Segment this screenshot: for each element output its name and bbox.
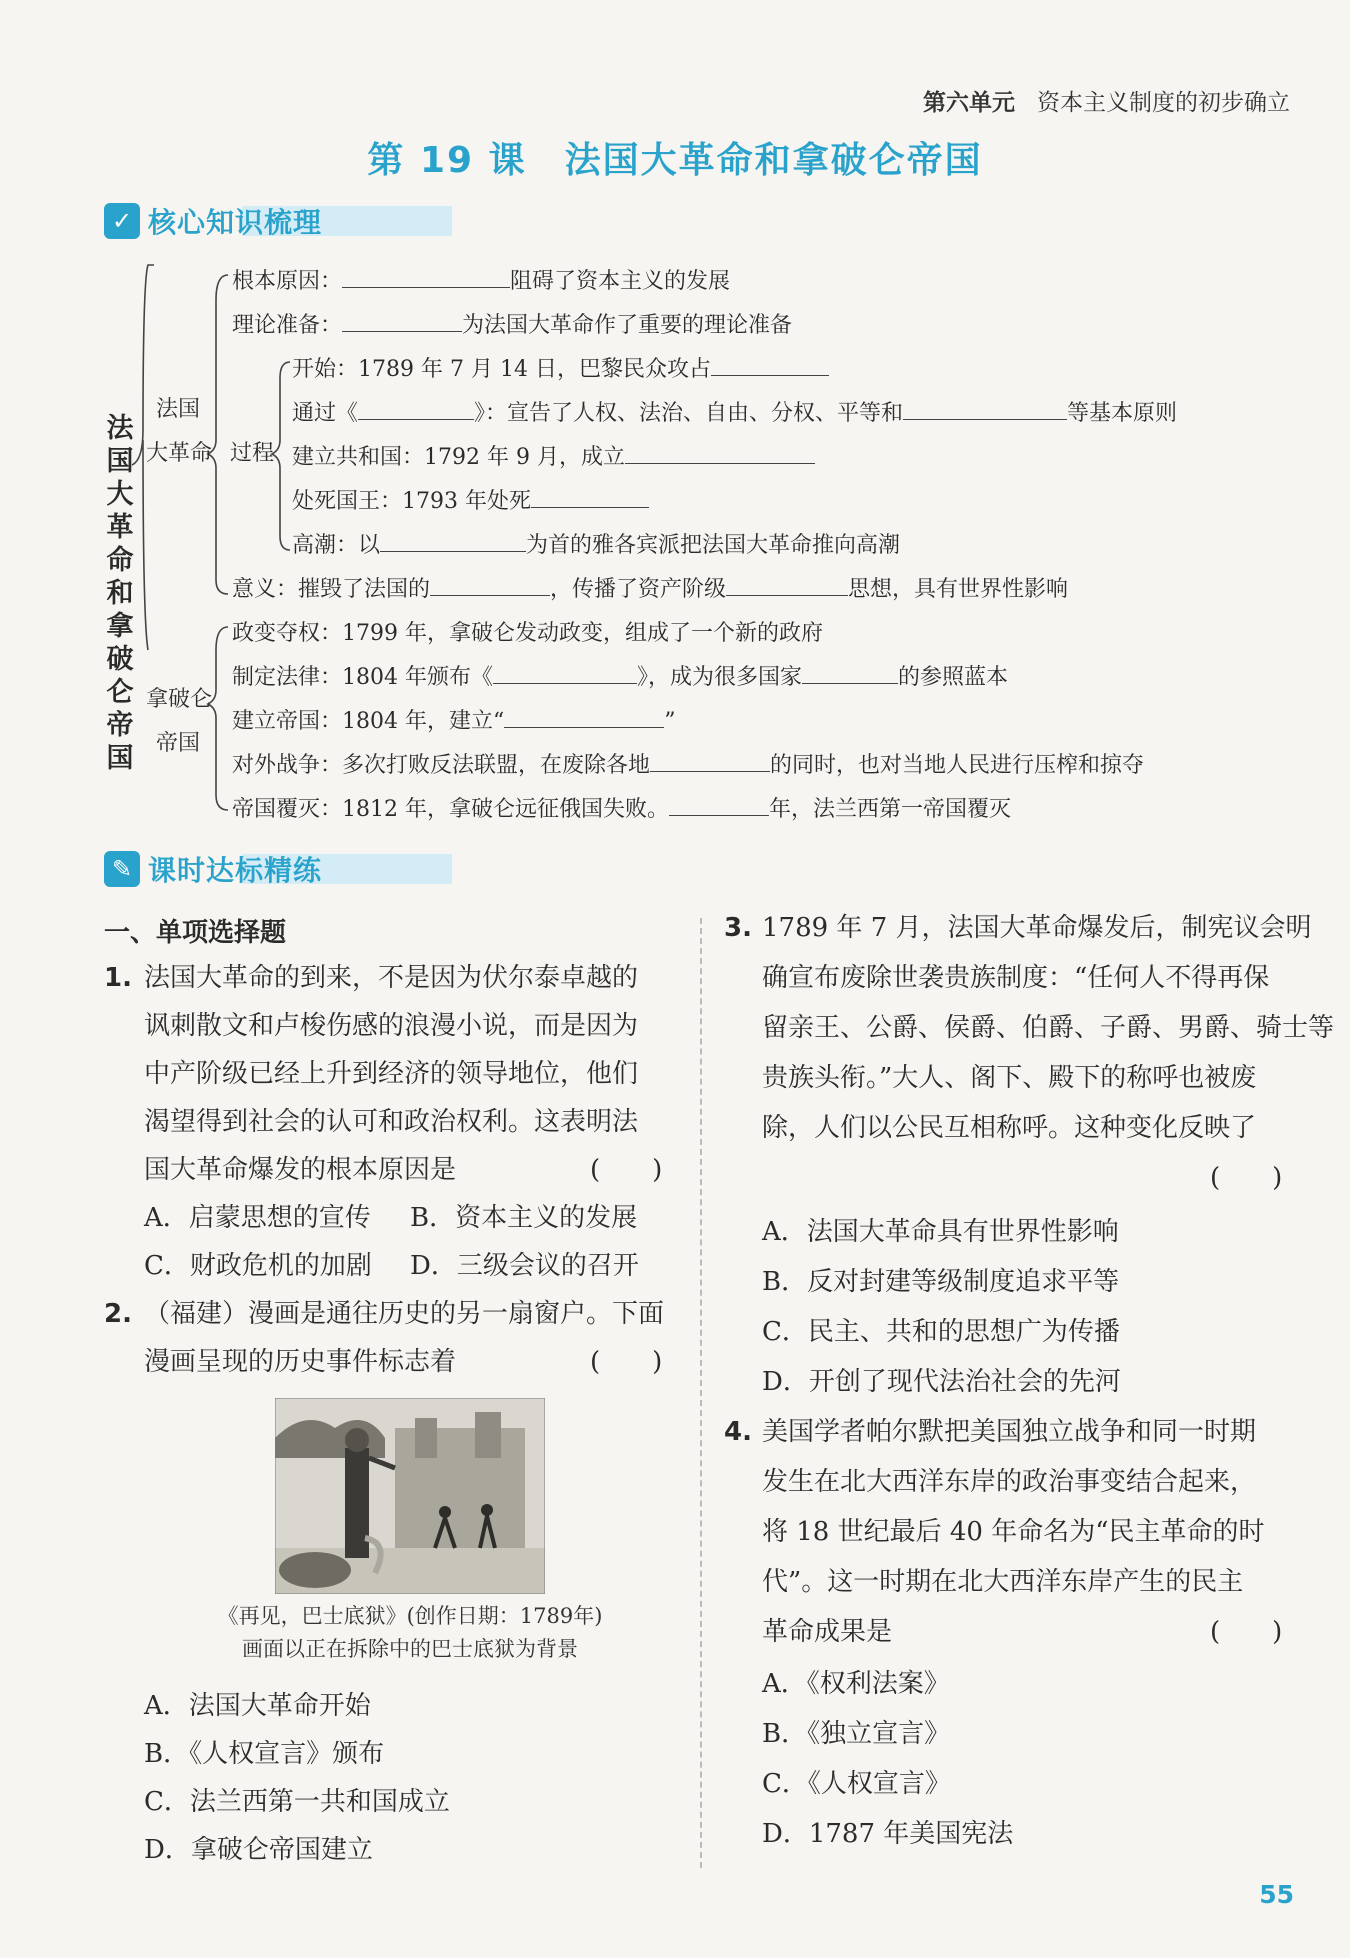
q4-line: 革命成果是 bbox=[762, 1617, 893, 1647]
q1-line: 国大革命爆发的根本原因是 bbox=[144, 1155, 457, 1185]
column-divider bbox=[700, 918, 702, 1868]
mm-fall: 帝国覆灭：1812 年，拿破仑远征俄国失败。 年，法兰西第一帝国覆灭 bbox=[232, 797, 1011, 822]
q4-option-c[interactable]: C．《人权宣言》 bbox=[762, 1769, 951, 1799]
q2-option-b[interactable]: B．《人权宣言》颁布 bbox=[144, 1739, 385, 1769]
q2-option-c[interactable]: C．法兰西第一共和国成立 bbox=[144, 1787, 450, 1817]
mm-climax: 高潮：以 为首的雅各宾派把法国大革命推向高潮 bbox=[292, 533, 901, 558]
q2-option-a[interactable]: A．法国大革命开始 bbox=[144, 1691, 371, 1721]
q4-option-d[interactable]: D．1787 年美国宪法 bbox=[762, 1819, 1014, 1849]
mm-significance: 意义：摧毁了法国的 ，传播了资产阶级 思想，具有世界性影响 bbox=[232, 577, 1069, 602]
answer-blank[interactable] bbox=[358, 399, 474, 420]
q1-answer-paren[interactable]: ( ) bbox=[590, 1155, 663, 1185]
q4-line: 将 18 世纪最后 40 年命名为“民主革命的时 bbox=[762, 1517, 1265, 1547]
lesson-title: 第 19 课 法国大革命和拿破仑帝国 bbox=[367, 140, 983, 181]
mm-wars: 对外战争：多次打败反法联盟，在废除各地 的同时，也对当地人民进行压榨和掠夺 bbox=[232, 753, 1145, 778]
q2-caption-2: 画面以正在拆除中的巴士底狱为背景 bbox=[242, 1637, 578, 1661]
checkmark-icon: ✓ bbox=[104, 203, 140, 239]
branch-process: 过程 bbox=[230, 441, 275, 466]
q1-option-b[interactable]: B．资本主义的发展 bbox=[410, 1203, 638, 1233]
mm-declaration: 通过《 》：宣告了人权、法治、自由、分权、平等和 等基本原则 bbox=[292, 401, 1178, 426]
q1-number: 1. bbox=[104, 963, 132, 993]
answer-blank[interactable] bbox=[342, 311, 462, 332]
q3-option-a[interactable]: A．法国大革命具有世界性影响 bbox=[762, 1217, 1119, 1247]
mm-republic: 建立共和国：1792 年 9 月，成立 bbox=[292, 440, 815, 471]
q2-line: （福建）漫画是通往历史的另一扇窗户。下面 bbox=[144, 1299, 665, 1329]
q1-option-d[interactable]: D．三级会议的召开 bbox=[410, 1251, 639, 1281]
part-title: 一、单项选择题 bbox=[104, 918, 287, 948]
q3-line: 除，人们以公民互相称呼。这种变化反映了 bbox=[762, 1113, 1257, 1143]
answer-blank[interactable] bbox=[531, 487, 649, 508]
answer-blank[interactable] bbox=[342, 267, 510, 288]
q3-line: 贵族头衔。”大人、阁下、殿下的称呼也被废 bbox=[762, 1063, 1257, 1093]
q1-option-c[interactable]: C．财政危机的加剧 bbox=[144, 1251, 372, 1281]
section-practice-label: 课时达标精练 bbox=[148, 854, 323, 887]
answer-blank[interactable] bbox=[903, 399, 1067, 420]
q1-line: 法国大革命的到来，不是因为伏尔泰卓越的 bbox=[144, 963, 639, 993]
q3-line: 1789 年 7 月，法国大革命爆发后，制宪议会明 bbox=[762, 913, 1312, 943]
answer-blank[interactable] bbox=[504, 707, 664, 728]
mm-theory: 理论准备： 为法国大革命作了重要的理论准备 bbox=[232, 313, 793, 338]
answer-blank[interactable] bbox=[650, 751, 770, 772]
q2-option-d[interactable]: D．拿破仑帝国建立 bbox=[144, 1835, 373, 1865]
q4-line: 美国学者帕尔默把美国独立战争和同一时期 bbox=[762, 1417, 1257, 1447]
q1-line: 渴望得到社会的认可和政治权利。这表明法 bbox=[144, 1107, 639, 1137]
q3-answer-paren[interactable]: ( ) bbox=[1210, 1163, 1283, 1193]
bastille-cartoon-image bbox=[275, 1398, 545, 1594]
unit-title: 资本主义制度的初步确立 bbox=[1037, 90, 1290, 116]
q4-option-a[interactable]: A．《权利法案》 bbox=[762, 1669, 950, 1699]
q3-option-c[interactable]: C．民主、共和的思想广为传播 bbox=[762, 1317, 1120, 1347]
branch-empire-2: 帝国 bbox=[156, 731, 201, 756]
q4-number: 4. bbox=[724, 1417, 752, 1447]
q3-line: 留亲王、公爵、侯爵、伯爵、子爵、男爵、骑士等 bbox=[762, 1013, 1335, 1043]
answer-blank[interactable] bbox=[430, 575, 550, 596]
mindmap-main-title: 法国大革命和拿破仑帝国 bbox=[106, 413, 134, 774]
q2-number: 2. bbox=[104, 1299, 132, 1329]
branch-empire-1: 拿破仑 bbox=[146, 687, 213, 712]
answer-blank[interactable] bbox=[625, 443, 815, 464]
answer-blank[interactable] bbox=[726, 575, 848, 596]
q4-line: 代”。这一时期在北大西洋东岸产生的民主 bbox=[762, 1567, 1244, 1597]
page-number: 55 bbox=[1259, 1880, 1294, 1909]
answer-blank[interactable] bbox=[802, 663, 898, 684]
pencil-icon: ✎ bbox=[104, 851, 140, 887]
q2-caption-1: 《再见，巴士底狱》(创作日期：1789年) bbox=[217, 1604, 603, 1628]
q3-option-d[interactable]: D．开创了现代法治社会的先河 bbox=[762, 1367, 1121, 1397]
q1-line: 讽刺散文和卢梭伤感的浪漫小说，而是因为 bbox=[144, 1011, 639, 1041]
q3-line: 确宣布废除世袭贵族制度：“任何人不得再保 bbox=[762, 963, 1270, 993]
q4-option-b[interactable]: B．《独立宣言》 bbox=[762, 1719, 951, 1749]
q1-option-a[interactable]: A．启蒙思想的宣传 bbox=[144, 1203, 371, 1233]
mm-root-cause: 根本原因： 阻碍了资本主义的发展 bbox=[232, 269, 731, 294]
q1-line: 中产阶级已经上升到经济的领导地位，他们 bbox=[144, 1059, 639, 1089]
unit-number: 第六单元 bbox=[923, 90, 1015, 116]
mm-start: 开始：1789 年 7 月 14 日，巴黎民众攻占 bbox=[292, 352, 829, 383]
q4-line: 发生在北大西洋东岸的政治事变结合起来， bbox=[762, 1467, 1257, 1497]
q4-answer-paren[interactable]: ( ) bbox=[1210, 1617, 1283, 1647]
answer-blank[interactable] bbox=[669, 795, 769, 816]
branch-revolution-2: 大革命 bbox=[146, 441, 213, 466]
q3-option-b[interactable]: B．反对封建等级制度追求平等 bbox=[762, 1267, 1120, 1297]
mm-execute-king: 处死国王：1793 年处死 bbox=[292, 484, 649, 515]
answer-blank[interactable] bbox=[380, 531, 526, 552]
section-knowledge-label: 核心知识梳理 bbox=[148, 206, 323, 239]
mm-coup: 政变夺权：1799 年，拿破仑发动政变，组成了一个新的政府 bbox=[232, 621, 823, 646]
branch-revolution-1: 法国 bbox=[156, 397, 201, 422]
mm-empire: 建立帝国：1804 年，建立“ ” bbox=[232, 709, 676, 734]
q2-line: 漫画呈现的历史事件标志着 bbox=[144, 1347, 457, 1377]
mm-law: 制定法律：1804 年颁布《 》，成为很多国家 的参照蓝本 bbox=[232, 665, 1009, 690]
answer-blank[interactable] bbox=[711, 355, 829, 376]
q3-number: 3. bbox=[724, 913, 752, 943]
section-practice bbox=[104, 848, 322, 890]
answer-blank[interactable] bbox=[493, 663, 637, 684]
q2-answer-paren[interactable]: ( ) bbox=[590, 1347, 663, 1377]
